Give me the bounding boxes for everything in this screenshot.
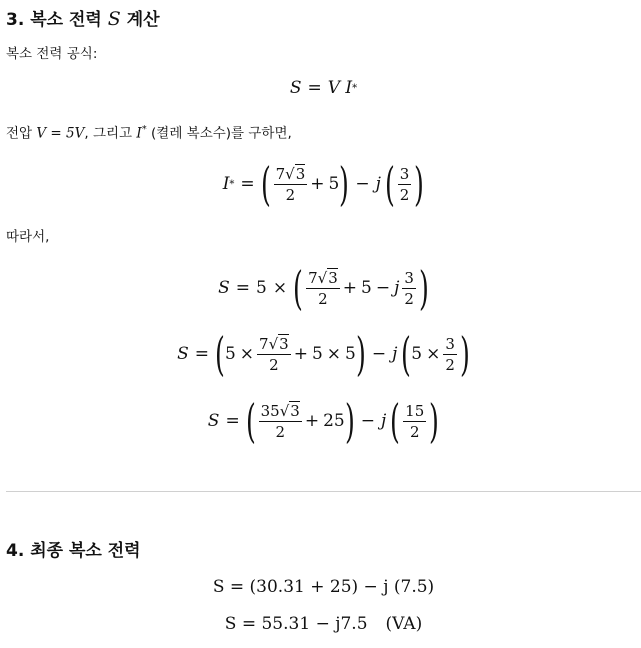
equation-power-formula: S = V I * [289, 78, 358, 98]
voltage-middle: , 그리고 [84, 125, 133, 142]
equation-final-2-text: S = 55.31 − j7.5 [224, 614, 368, 634]
voltage-expression: V = 5V [36, 125, 85, 142]
equation-conjugate-current: I * = ( $\frac{7√3}{2}$ + 5 ) − j ( $\frac{3}{2}$ ) [222, 157, 425, 211]
section-3-title-var: S [107, 8, 121, 30]
equation-final-1 [6, 577, 641, 597]
therefore-label: 따라서, [6, 229, 50, 245]
section-divider [6, 491, 641, 492]
section-4-heading: 4. 최종 복소 전력 [6, 541, 141, 561]
voltage-prefix: 전압 [6, 125, 33, 142]
equation-final-1-text: S = (30.31 + 25) − j (7.5) [212, 577, 435, 597]
equation-final-2 [6, 614, 641, 634]
equation-substitution-2: S = ( 5 × $\frac{7√3}{2}$ + 5 × 5 ) − j ( 5 × $\frac{3}{2}$ ) [177, 327, 470, 381]
equation-substitution-1: S = 5 × ( $\frac{7√3}{2}$ + 5 − j $\frac{3}{2}$ ) [218, 261, 429, 315]
current-variable: I [136, 125, 142, 142]
equation-substitution-3: S = ( $\frac{35√3}{2}$ + 25 ) − j ( $\frac{15}{2}$ ) [207, 394, 440, 448]
equation-final-2-unit: (VA) [385, 614, 423, 634]
formula-label: 복소 전력 공식: [6, 46, 98, 62]
voltage-sentence: 전압 V = 5V, 그리고 I* (켤레 복소수)를 구하면, [6, 124, 292, 142]
section-3-title-text: 3. 복소 전력 [6, 10, 102, 30]
section-3-title-suffix: 계산 [126, 10, 160, 30]
section-3-heading [6, 8, 160, 31]
voltage-suffix: (켤레 복소수)를 구하면, [151, 125, 292, 142]
